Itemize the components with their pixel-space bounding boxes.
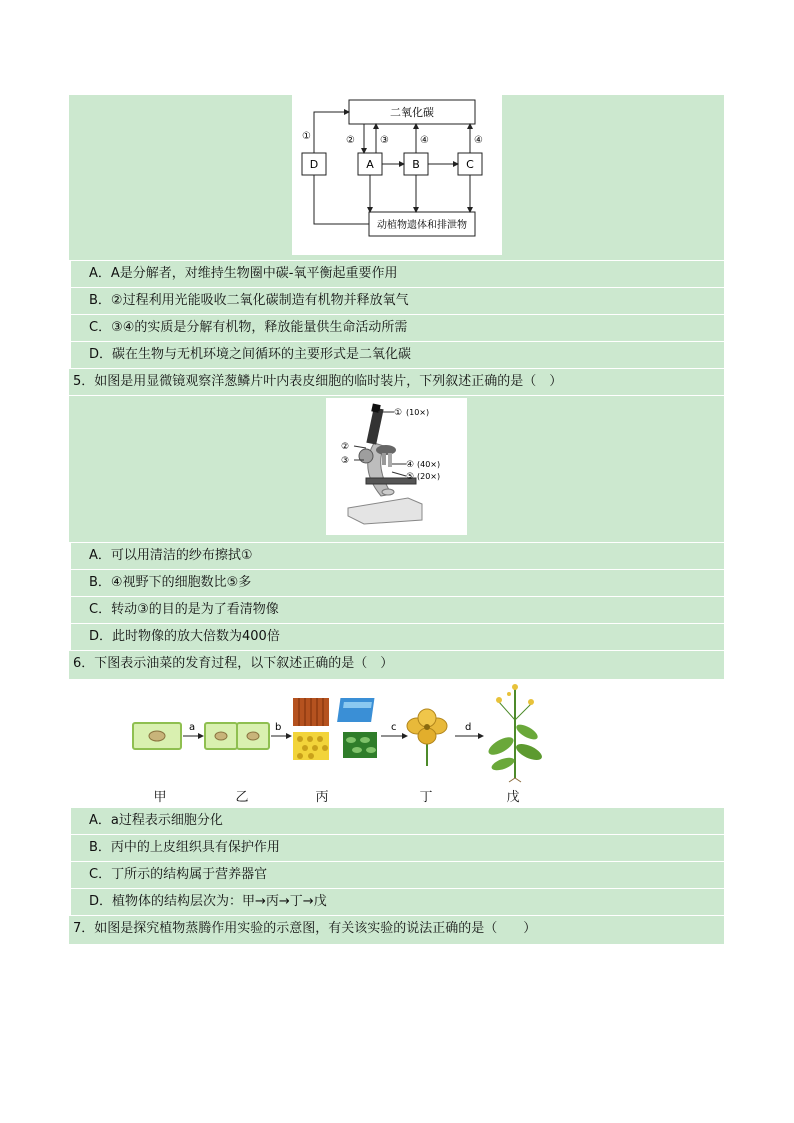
- tissues-bing: [293, 698, 377, 760]
- label-3: ③: [380, 135, 389, 146]
- mic-label-3: ③: [341, 456, 350, 466]
- caption-jia: 甲: [153, 790, 167, 805]
- rapeseed-development-figure: [125, 680, 545, 783]
- q4-option-c: C．③④的实质是分解有机物，释放能量供生命活动所需: [69, 315, 724, 341]
- development-svg: [125, 680, 545, 783]
- caption-ding: 丁: [419, 790, 433, 805]
- q5-option-a: A．可以用清洁的纱布擦拭①: [69, 543, 724, 569]
- node-c: C: [466, 158, 474, 171]
- node-a: A: [366, 158, 374, 171]
- carbon-cycle-diagram: [292, 95, 502, 255]
- caption-yi: 乙: [235, 790, 249, 805]
- label-1: ①: [302, 131, 311, 142]
- label-2: ②: [346, 135, 355, 146]
- q5-option-b: B．④视野下的细胞数比⑤多: [69, 570, 724, 596]
- microscope-svg: [326, 398, 467, 535]
- q6-option-d: D．植物体的结构层次为：甲→丙→丁→戊: [69, 889, 724, 915]
- arrow-c-label: c: [391, 722, 397, 733]
- arrow-d-label: d: [465, 722, 472, 733]
- line-d-waste: [314, 175, 369, 224]
- carbon-cycle-svg: [292, 95, 502, 255]
- q7-stem: 7．如图是探究植物蒸腾作用实验的示意图，有关该实验的说法正确的是（ ）: [69, 916, 724, 944]
- mic-label-1: ①: [394, 408, 403, 418]
- co2-label: 二氧化碳: [390, 106, 434, 119]
- q5-stem: 5．如图是用显微镜观察洋葱鳞片叶内表皮细胞的临时装片，下列叙述正确的是（ ）: [69, 369, 724, 395]
- label-4b: ④: [474, 135, 483, 146]
- q6-option-b: B．丙中的上皮组织具有保护作用: [69, 835, 724, 861]
- arrow-a-label: a: [189, 722, 196, 733]
- caption-wu: 戊: [506, 790, 520, 805]
- plant-wu: [486, 684, 544, 782]
- q6-stem: 6．下图表示油菜的发育过程，以下叙述正确的是（ ）: [69, 651, 724, 679]
- q4-option-a: A．A是分解者，对维持生物圈中碳-氧平衡起重要作用: [69, 261, 724, 287]
- caption-bing: 丙: [315, 790, 329, 805]
- arrow-b-label: b: [275, 722, 282, 733]
- q4-option-d: D．碳在生物与无机环境之间循环的主要形式是二氧化碳: [69, 342, 724, 368]
- q6-option-a: A．a过程表示细胞分化: [69, 808, 724, 834]
- microscope-figure: [326, 398, 467, 535]
- q6-option-c: C．丁所示的结构属于营养器官: [69, 862, 724, 888]
- mic-label-5: ⑤: [406, 472, 415, 482]
- q5-option-d: D．此时物像的放大倍数为400倍: [69, 624, 724, 650]
- q4-option-b: B．②过程利用光能吸收二氧化碳制造有机物并释放氧气: [69, 288, 724, 314]
- node-d: D: [309, 158, 319, 171]
- flower-ding: [407, 709, 447, 766]
- label-4a: ④: [420, 135, 429, 146]
- node-b: B: [412, 158, 420, 171]
- mic-label-1-mag: (10×): [406, 408, 430, 417]
- waste-label: 动植物遗体和排泄物: [377, 220, 467, 231]
- arrow-d-co2: [314, 112, 349, 153]
- mic-label-5-mag: (20×): [417, 472, 441, 481]
- mic-label-2: ②: [341, 442, 350, 452]
- q5-option-c: C．转动③的目的是为了看清物像: [69, 597, 724, 623]
- mic-label-4-mag: (40×): [417, 460, 441, 469]
- mic-label-4: ④: [406, 460, 415, 470]
